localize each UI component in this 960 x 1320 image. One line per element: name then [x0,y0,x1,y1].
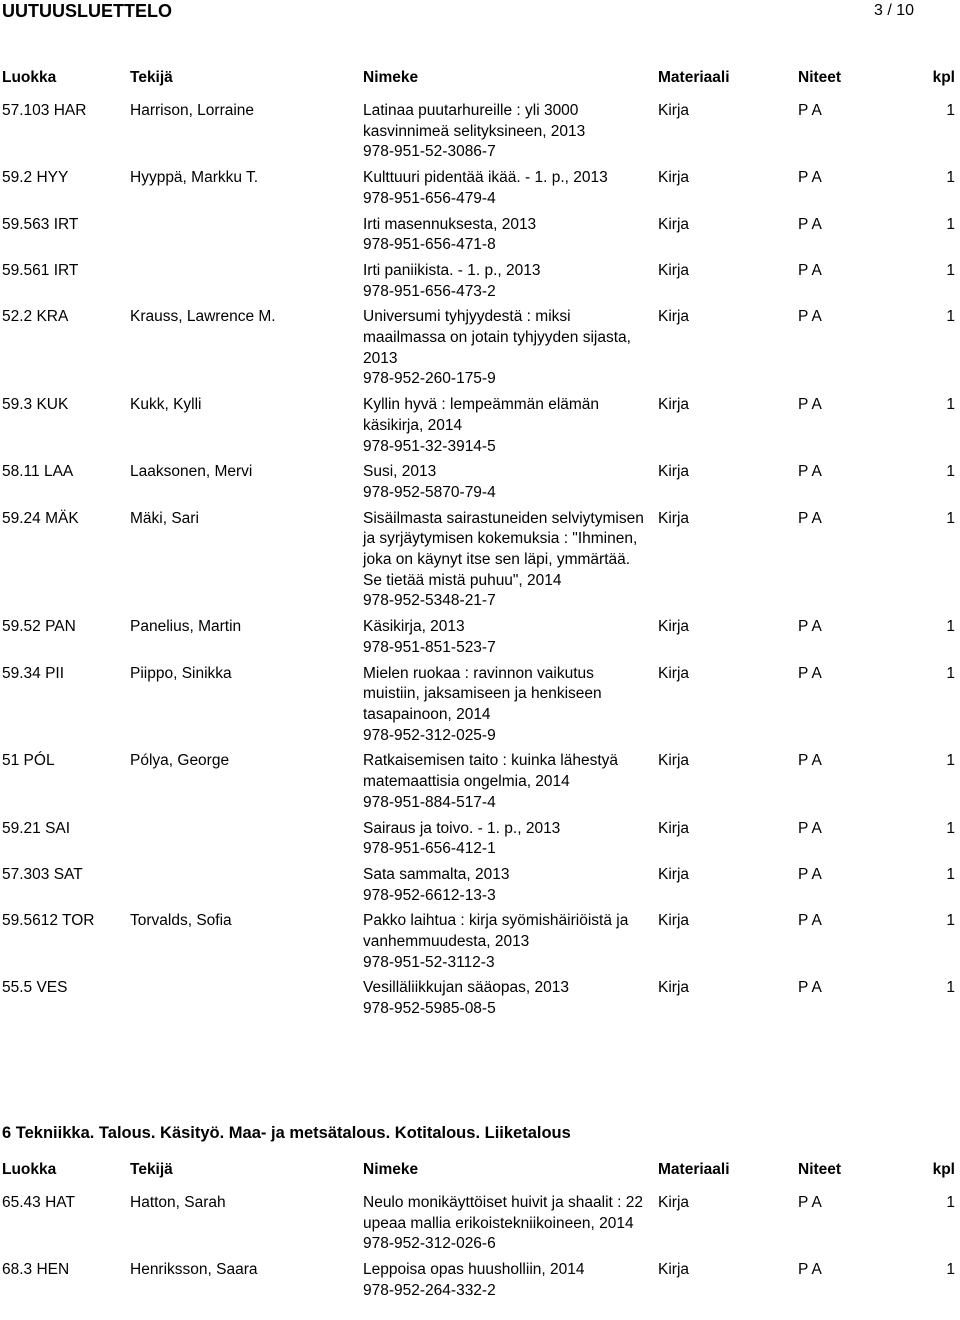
entry-nimeke: Sata sammalta, 2013 [363,865,510,883]
column-header-row [0,69,960,89]
entry-luokka: 59.34 PII [2,664,65,682]
entry-kpl: 1 [946,912,955,930]
entry-niteet: P A [798,618,822,636]
entry-materiaali: Kirja [658,865,690,883]
entry-isbn: 978-951-656-479-4 [363,189,496,207]
entry-kpl: 1 [946,308,955,326]
catalog-entry [0,509,960,613]
catalog-list [0,101,960,1025]
entry-luokka: 59.52 PAN [2,618,76,636]
entry-luokka: 51 PÓL [2,752,55,770]
entry-niteet: P A [798,102,822,119]
catalog-entry [0,168,960,209]
entry-materiaali: Kirja [658,1261,690,1279]
col-tekija: Tekijä [130,1161,173,1178]
entry-nimeke: Käsikirja, 2013 [363,618,465,636]
entry-tekija: Torvalds, Sofia [130,912,232,930]
col-luokka: Luokka [2,69,57,86]
entry-luokka: 58.11 LAA [2,463,74,481]
entry-niteet: P A [798,1194,822,1211]
col-kpl: kpl [932,69,955,86]
entry-tekija: Pólya, George [130,752,230,770]
entry-kpl: 1 [946,463,955,481]
entry-tekija: Hyyppä, Markku T. [130,169,259,187]
page-title: UUTUUSLUETTELO [2,1,172,21]
entry-kpl: 1 [946,819,955,837]
catalog-entry [0,261,960,302]
entry-materiaali: Kirja [658,169,690,187]
entry-tekija: Hatton, Sarah [130,1194,226,1211]
entry-tekija: Harrison, Lorraine [130,102,255,119]
catalog-entry [0,664,960,747]
entry-isbn: 978-952-312-026-6 [363,1235,496,1253]
entry-isbn: 978-952-5348-21-7 [363,592,496,610]
col-materiaali: Materiaali [658,69,730,86]
entry-niteet: P A [798,509,822,527]
entry-nimeke: Vesilläliikkujan sääopas, 2013 [363,979,569,997]
entry-nimeke: Latinaa puutarhureille : yli 3000 kasvinnimeä selityksineen, 2013 [363,102,586,140]
entry-niteet: P A [798,912,822,930]
entry-nimeke: Universumi tyhjyydestä : miksi maailmassa on jotain tyhjyyden sijasta, 2013 [363,308,631,367]
entry-isbn: 978-951-32-3914-5 [363,437,496,455]
entry-luokka: 59.561 IRT [2,261,79,279]
entry-materiaali: Kirja [658,261,690,279]
entry-isbn: 978-952-264-332-2 [363,1281,496,1299]
entry-nimeke: Leppoisa opas huusholliin, 2014 [363,1261,585,1279]
entry-niteet: P A [798,169,822,187]
catalog-entry [0,215,960,256]
entry-luokka: 59.21 SAI [2,819,71,837]
entry-isbn: 978-952-312-025-9 [363,726,496,744]
entry-niteet: P A [798,463,822,481]
catalog-entry [0,395,960,457]
entry-niteet: P A [798,1261,822,1279]
entry-niteet: P A [798,308,822,326]
entry-nimeke: Irti paniikista. - 1. p., 2013 [363,261,541,279]
entry-niteet: P A [798,261,822,279]
entry-luokka: 57.103 HAR [2,102,87,119]
entry-tekija: Piippo, Sinikka [130,664,232,682]
catalog-entry [0,1193,960,1255]
column-header-row-2 [0,1161,960,1181]
entry-nimeke: Mielen ruokaa : ravinnon vaikutus muistiin, jaksamiseen ja henkiseen tasapainoon, 2014 [363,664,602,723]
entry-niteet: P A [798,819,822,837]
entry-kpl: 1 [946,396,955,414]
col-tekija: Tekijä [130,69,173,86]
entry-isbn: 978-952-5985-08-5 [363,1000,496,1018]
entry-niteet: P A [798,396,822,414]
catalog-entry [0,978,960,1019]
catalog-list-2 [0,1193,960,1307]
entry-kpl: 1 [946,215,955,233]
entry-materiaali: Kirja [658,618,690,636]
entry-nimeke: Sairaus ja toivo. - 1. p., 2013 [363,819,561,837]
entry-materiaali: Kirja [658,664,690,682]
catalog-entry [0,911,960,973]
entry-luokka: 59.5612 TOR [2,912,95,930]
entry-isbn: 978-951-656-473-2 [363,282,496,300]
entry-materiaali: Kirja [658,819,690,837]
entry-luokka: 68.3 HEN [2,1261,70,1279]
entry-niteet: P A [798,215,822,233]
section-title: 6 Tekniikka. Talous. Käsityö. Maa- ja metsätalous. Kotitalous. Liiketalous [2,1124,571,1142]
entry-tekija: Mäki, Sari [130,509,199,527]
catalog-entry [0,617,960,658]
col-nimeke: Nimeke [363,1161,419,1178]
entry-materiaali: Kirja [658,308,690,326]
entry-kpl: 1 [946,979,955,997]
col-niteet: Niteet [798,1161,842,1178]
entry-nimeke: Kyllin hyvä : lempeämmän elämän käsikirja, 2014 [363,396,600,434]
entry-nimeke: Neulo monikäyttöiset huivit ja shaalit : 22 upeaa mallia erikoistekniikoineen, 2014 [363,1194,644,1232]
entry-kpl: 1 [946,169,955,187]
page-number: 3 / 10 [873,2,914,19]
entry-tekija: Panelius, Martin [130,618,242,636]
entry-luokka: 59.3 KUK [2,396,69,414]
entry-luokka: 52.2 KRA [2,308,69,326]
entry-kpl: 1 [946,664,955,682]
entry-kpl: 1 [946,752,955,770]
col-nimeke: Nimeke [363,69,419,86]
entry-tekija: Henriksson, Saara [130,1261,258,1279]
entry-materiaali: Kirja [658,215,690,233]
entry-tekija: Krauss, Lawrence M. [130,308,276,326]
entry-niteet: P A [798,865,822,883]
entry-materiaali: Kirja [658,1194,690,1211]
entry-materiaali: Kirja [658,102,690,119]
entry-luokka: 59.2 HYY [2,169,69,187]
entry-niteet: P A [798,979,822,997]
entry-materiaali: Kirja [658,396,690,414]
entry-isbn: 978-951-52-3086-7 [363,143,496,161]
entry-materiaali: Kirja [658,509,690,527]
entry-nimeke: Pakko laihtua : kirja syömishäiriöistä ja vanhemmuudesta, 2013 [363,912,629,951]
entry-luokka: 59.24 MÄK [2,509,79,527]
entry-materiaali: Kirja [658,752,690,770]
entry-luokka: 57.303 SAT [2,865,83,883]
entry-luokka: 55.5 VES [2,979,68,997]
catalog-entry [0,462,960,503]
entry-isbn: 978-951-884-517-4 [363,793,496,811]
entry-nimeke: Susi, 2013 [363,463,437,481]
entry-isbn: 978-951-656-412-1 [363,840,496,858]
entry-materiaali: Kirja [658,463,690,481]
entry-isbn: 978-952-260-175-9 [363,370,496,388]
entry-materiaali: Kirja [658,979,690,997]
catalog-entry [0,819,960,860]
entry-kpl: 1 [946,509,955,527]
entry-materiaali: Kirja [658,912,690,930]
catalog-entry [0,865,960,906]
col-niteet: Niteet [798,69,842,86]
entry-tekija: Laaksonen, Mervi [130,463,253,481]
catalog-entry [0,101,960,163]
entry-isbn: 978-951-656-471-8 [363,236,496,254]
entry-luokka: 59.563 IRT [2,215,79,233]
entry-isbn: 978-952-5870-79-4 [363,483,496,501]
entry-luokka: 65.43 HAT [2,1194,75,1211]
entry-tekija: Kukk, Kylli [130,396,202,414]
entry-kpl: 1 [946,865,955,883]
entry-kpl: 1 [946,102,955,119]
entry-nimeke: Sisäilmasta sairastuneiden selviytymisen ja syrjäytymisen kokemuksia : "Ihminen, joka on käynyt itse sen läpi, ymmärtää. Se tietää mistä puhuu", 2014 [363,509,644,589]
entry-kpl: 1 [946,1194,955,1211]
entry-nimeke: Irti masennuksesta, 2013 [363,215,537,233]
catalog-entry [0,307,960,390]
entry-nimeke: Kulttuuri pidentää ikää. - 1. p., 2013 [363,169,608,187]
entry-niteet: P A [798,664,822,682]
entry-kpl: 1 [946,618,955,636]
catalog-entry [0,751,960,813]
col-materiaali: Materiaali [658,1161,730,1178]
entry-isbn: 978-952-6612-13-3 [363,886,496,904]
entry-niteet: P A [798,752,822,770]
entry-isbn: 978-951-851-523-7 [363,638,496,656]
entry-kpl: 1 [946,1261,955,1279]
catalog-entry [0,1260,960,1301]
entry-isbn: 978-951-52-3112-3 [363,953,495,971]
entry-kpl: 1 [946,261,955,279]
col-luokka: Luokka [2,1161,57,1178]
col-kpl: kpl [932,1161,955,1178]
entry-nimeke: Ratkaisemisen taito : kuinka lähestyä matemaattisia ongelmia, 2014 [363,752,619,791]
